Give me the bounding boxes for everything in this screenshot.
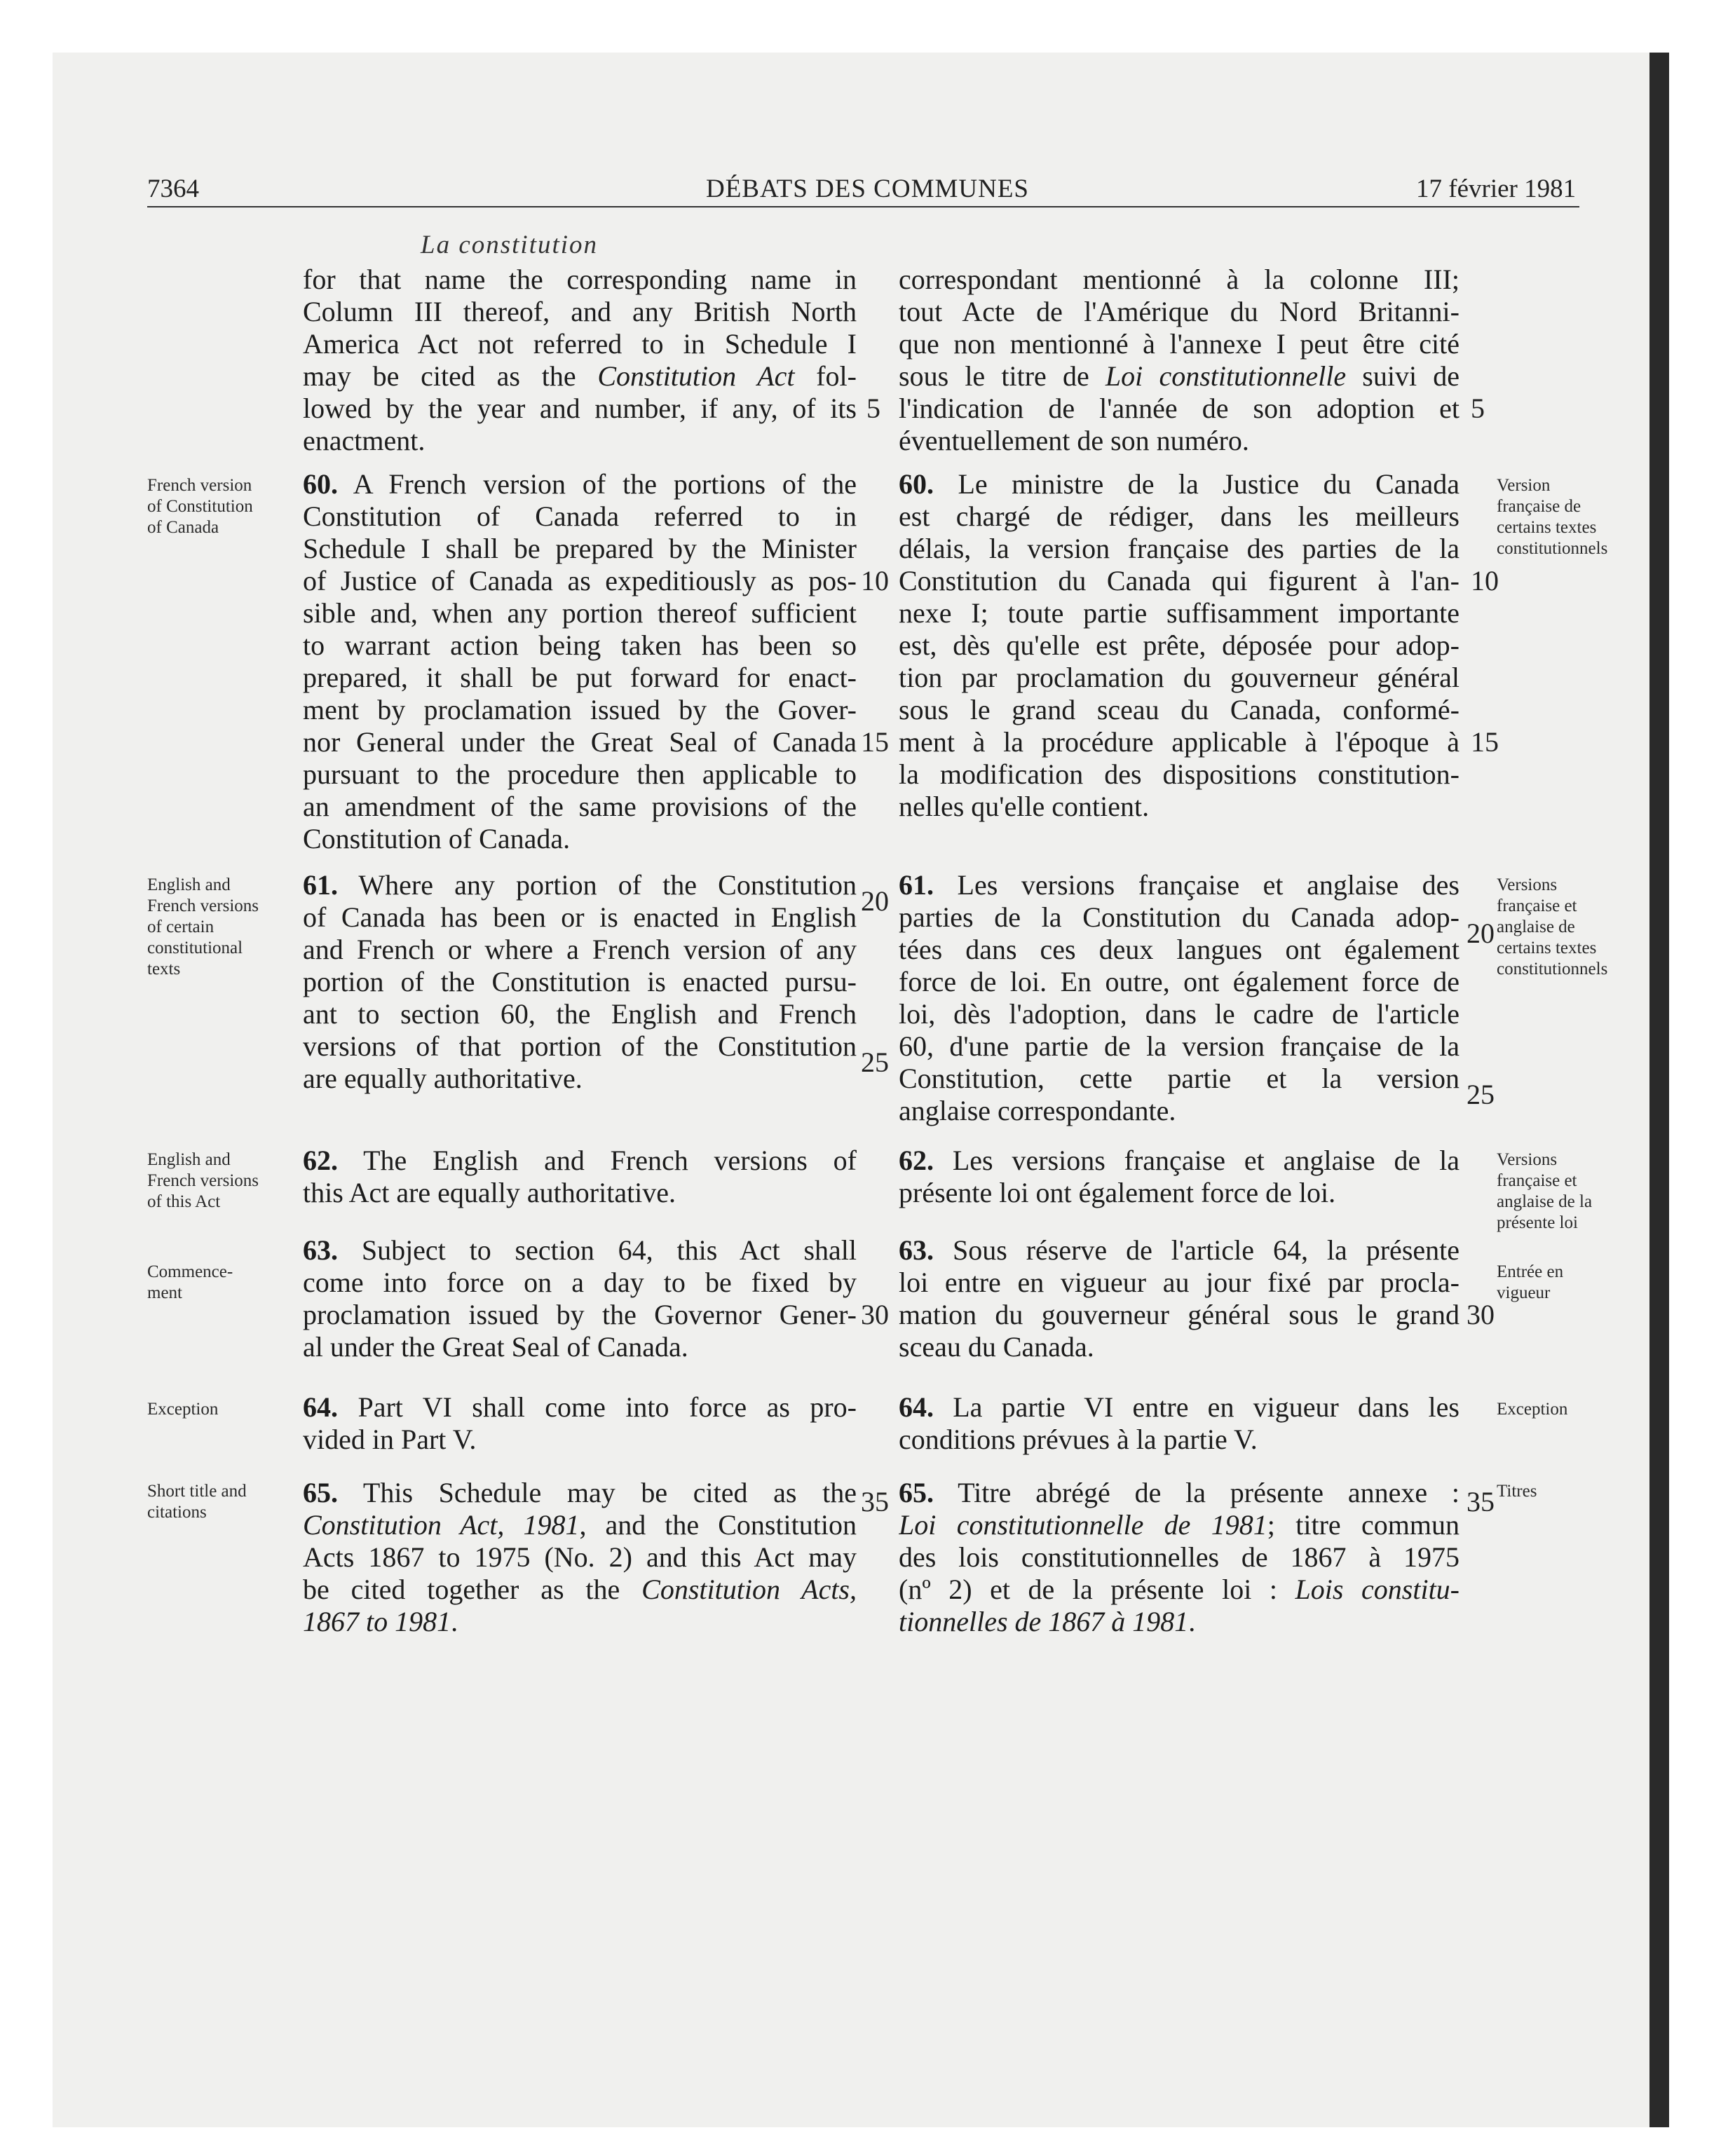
s60-fr-line: délais, la version française des parties de la <box>899 533 1460 564</box>
line-number-right: 15 <box>1471 726 1499 758</box>
section-number: 64. <box>899 1391 934 1423</box>
s61-fr-line: force de loi. En outre, ont également force de <box>899 966 1460 997</box>
section-number: 63. <box>303 1234 338 1266</box>
text: , and the Constitution <box>579 1509 857 1541</box>
margin-line: French versions <box>147 896 259 915</box>
s64-en-line <box>303 1391 857 1424</box>
margin-line: Entrée en <box>1497 1262 1564 1281</box>
s61-en-line: versions of that portion of the Constitution <box>303 1030 857 1062</box>
intro-fr-line: que non mentionné à l'annexe I peut être cité <box>899 328 1460 360</box>
s60-en-line: Constitution of Canada. <box>303 823 571 854</box>
margin-note-en <box>147 1399 287 1420</box>
s62-en-line: this Act are equally authoritative. <box>303 1177 676 1208</box>
line-number-left: 5 <box>866 393 880 424</box>
line-number-right: 20 <box>1467 917 1495 949</box>
s65-en-line: Acts 1867 to 1975 (No. 2) and this Act may <box>303 1541 857 1573</box>
s60-en-line: Schedule I shall be prepared by the Minister <box>303 533 857 564</box>
line-number-left: 35 <box>861 1486 889 1517</box>
section-number: 62. <box>303 1145 338 1176</box>
intro-en-line: America Act not referred to in Schedule I <box>303 328 857 360</box>
s61-en-line: portion of the Constitution is enacted pursu- <box>303 966 857 997</box>
margin-note-fr <box>1497 1399 1637 1420</box>
publication-date: 17 février 1981 <box>1416 175 1577 203</box>
section-number: 60. <box>303 468 338 500</box>
s63-en-line: come into force on a day to be fixed by <box>303 1267 857 1298</box>
intro-en-line: Column III thereof, and any British North <box>303 296 857 327</box>
s60-en-line: sible and, when any portion thereof sufficient <box>303 597 857 629</box>
s61-en-line: of Canada has been or is enacted in English <box>303 901 857 933</box>
section-number: 62. <box>899 1145 934 1176</box>
margin-line: présente loi <box>1497 1213 1578 1232</box>
s63-fr-line: loi entre en vigueur au jour fixé par procla- <box>899 1267 1460 1298</box>
margin-line: constitutionnels <box>1497 539 1608 558</box>
header-rule <box>147 206 1579 207</box>
italic-title: Lois constitu- <box>1295 1574 1460 1605</box>
margin-line: anglaise de la <box>1497 1192 1593 1211</box>
italic-title: tionnelles de 1867 à 1981 <box>899 1606 1189 1637</box>
margin-line: Version <box>1497 476 1551 495</box>
text: Le ministre de la Justice du Canada <box>934 468 1460 500</box>
s61-fr-line: 60, d'une partie de la version française de la <box>899 1030 1460 1062</box>
running-head: La constitution <box>421 231 599 259</box>
intro-en-line: enactment. <box>303 425 426 456</box>
s63-en-line: al under the Great Seal of Canada. <box>303 1331 688 1363</box>
intro-fr-line <box>899 360 1460 393</box>
s61-fr-line: anglaise correspondante. <box>899 1095 1176 1126</box>
s60-fr-line: est, dès qu'elle est prête, déposée pour adop- <box>899 629 1460 661</box>
text: Titre abrégé de la présente annexe : <box>934 1477 1460 1508</box>
s60-fr-line: nelles qu'elle contient. <box>899 791 1150 822</box>
s61-fr-line: tées dans ces deux langues ont également <box>899 934 1460 965</box>
section-number: 61. <box>899 869 934 901</box>
margin-note-en <box>147 1262 287 1304</box>
section-number: 63. <box>899 1234 934 1266</box>
text: Les versions française et anglaise de la <box>934 1145 1460 1176</box>
publication-title: DÉBATS DES COMMUNES <box>705 175 1029 203</box>
italic-title: Loi constitutionnelle <box>1105 360 1347 392</box>
s65-fr-line <box>899 1509 1460 1541</box>
s60-fr-line: est chargé de rédiger, dans les meilleurs <box>899 500 1460 532</box>
s64-en-line: vided in Part V. <box>303 1424 477 1455</box>
margin-line: Versions <box>1497 875 1558 894</box>
line-number-left: 25 <box>861 1046 889 1078</box>
section-number: 64. <box>303 1391 338 1423</box>
s60-fr-line: la modification des dispositions constitution- <box>899 758 1460 790</box>
text: suivi de <box>1346 360 1460 392</box>
margin-line: Exception <box>1497 1400 1568 1419</box>
margin-line: French version <box>147 476 252 495</box>
margin-note-en <box>147 1481 287 1523</box>
margin-line: constitutionnels <box>1497 960 1608 978</box>
margin-line: texts <box>147 960 181 978</box>
s60-en-line: pursuant to the procedure then applicable to <box>303 758 857 790</box>
italic-title: Loi constitutionnelle de 1981 <box>899 1509 1267 1541</box>
line-number-right: 5 <box>1471 393 1485 424</box>
section-number: 65. <box>899 1477 934 1508</box>
line-number-left: 15 <box>861 726 889 758</box>
italic-title: Constitution Acts, <box>641 1574 857 1605</box>
text: . <box>1188 1606 1196 1637</box>
s65-en-line <box>303 1574 857 1606</box>
margin-note-en <box>147 875 287 980</box>
text: La partie VI entre en vigueur dans les <box>934 1391 1460 1423</box>
line-number-left: 20 <box>861 885 889 917</box>
s64-fr-line: conditions prévues à la partie V. <box>899 1424 1258 1455</box>
s60-en-line <box>303 468 857 500</box>
text: This Schedule may be cited as the <box>338 1477 857 1508</box>
line-number-right: 30 <box>1467 1299 1495 1330</box>
s60-en-line: an amendment of the same provisions of the <box>303 791 857 822</box>
margin-line: citations <box>147 1503 207 1522</box>
margin-note-en <box>147 1149 287 1213</box>
margin-note-fr <box>1497 1262 1637 1304</box>
s65-en-line <box>303 1606 857 1638</box>
margin-line: English and <box>147 875 231 894</box>
intro-fr-line: correspondant mentionné à la colonne III; <box>899 264 1460 295</box>
text: Subject to section 64, this Act shall <box>338 1234 857 1266</box>
section-number: 60. <box>899 468 934 500</box>
margin-line: French versions <box>147 1171 259 1190</box>
intro-en-line: for that name the corresponding name in <box>303 264 857 295</box>
s60-en-line: of Justice of Canada as expeditiously as pos- <box>303 565 857 596</box>
line-number-left: 10 <box>861 565 889 596</box>
s65-en-line <box>303 1477 857 1509</box>
s60-fr-line: tion par proclamation du gouverneur général <box>899 662 1460 693</box>
s60-fr-line: Constitution du Canada qui figurent à l'an- <box>899 565 1460 596</box>
s61-en-line: ant to section 60, the English and French <box>303 998 857 1030</box>
s60-fr-line: ment à la procédure applicable à l'époque à <box>899 726 1460 758</box>
margin-line: constitutional <box>147 939 243 957</box>
s61-fr-line: Constitution, cette partie et la version <box>899 1063 1460 1094</box>
intro-fr-line: tout Acte de l'Amérique du Nord Britanni- <box>899 296 1460 327</box>
text: The English and French versions of <box>338 1145 857 1176</box>
margin-line: française de <box>1497 497 1581 516</box>
section-number: 65. <box>303 1477 338 1508</box>
text: . <box>451 1606 458 1637</box>
s60-en-line: prepared, it shall be put forward for enact- <box>303 662 857 693</box>
margin-line: Short title and <box>147 1482 247 1501</box>
text: be cited together as the <box>303 1574 642 1605</box>
margin-line: française et <box>1497 896 1577 915</box>
line-number-right: 10 <box>1471 565 1499 596</box>
text: may be cited as the <box>303 360 598 392</box>
margin-line: Exception <box>147 1400 219 1419</box>
s60-en-line: Constitution of Canada referred to in <box>303 500 857 532</box>
margin-note-fr <box>1497 475 1637 559</box>
s60-en-line: nor General under the Great Seal of Canada <box>303 726 857 758</box>
section-number: 61. <box>303 869 338 901</box>
s62-fr-line: présente loi ont également force de loi. <box>899 1177 1336 1208</box>
margin-line: of certain <box>147 917 215 936</box>
line-number-right: 25 <box>1467 1079 1495 1110</box>
margin-line: anglaise de <box>1497 917 1575 936</box>
margin-line: English and <box>147 1150 231 1169</box>
s60-fr-line: nexe I; toute partie suffisamment importante <box>899 597 1460 629</box>
margin-line: certains textes <box>1497 518 1597 537</box>
italic-title: 1867 to 1981 <box>303 1606 451 1637</box>
margin-line: Commence- <box>147 1262 233 1281</box>
margin-note-fr <box>1497 875 1637 980</box>
s60-en-line: to warrant action being taken has been so <box>303 629 857 661</box>
margin-note-fr <box>1497 1481 1637 1502</box>
text: Part VI shall come into force as pro- <box>338 1391 857 1423</box>
line-number-left: 30 <box>861 1299 889 1330</box>
intro-en-line <box>303 360 857 393</box>
margin-line: of this Act <box>147 1192 221 1211</box>
text: fol- <box>794 360 857 392</box>
text: A French version of the portions of the <box>338 468 857 500</box>
s60-fr-line <box>899 468 1460 500</box>
line-number-right: 35 <box>1467 1486 1495 1517</box>
s65-fr-line: des lois constitutionnelles de 1867 à 1975 <box>899 1541 1460 1573</box>
s63-fr-line: sceau du Canada. <box>899 1331 1094 1363</box>
text: sous le titre de <box>899 360 1105 392</box>
margin-line: certains textes <box>1497 939 1597 957</box>
margin-line: ment <box>147 1283 182 1302</box>
page-number: 7364 <box>147 175 199 203</box>
text: (nº 2) et de la présente loi : <box>899 1574 1295 1605</box>
s65-fr-line <box>899 1574 1460 1606</box>
margin-line: vigueur <box>1497 1283 1551 1302</box>
intro-fr-line: éventuellement de son numéro. <box>899 425 1249 456</box>
s61-en-line: are equally authoritative. <box>303 1063 583 1094</box>
margin-note-en <box>147 475 287 538</box>
scan-edge <box>1649 53 1669 2127</box>
text: Where any portion of the Constitution <box>338 869 857 901</box>
s61-en-line: and French or where a French version of any <box>303 934 857 965</box>
s62-fr-line <box>899 1145 1460 1177</box>
s60-en-line: ment by proclamation issued by the Gover- <box>303 694 857 725</box>
s63-en-line: proclamation issued by the Governor Gener- <box>303 1299 857 1330</box>
text: Les versions française et anglaise des <box>934 869 1460 901</box>
margin-line: française et <box>1497 1171 1577 1190</box>
s61-fr-line: loi, dès l'adoption, dans le cadre de l'article <box>899 998 1460 1030</box>
s64-fr-line <box>899 1391 1460 1424</box>
italic-title: Constitution Act <box>597 360 795 392</box>
s63-fr-line: mation du gouverneur général sous le grand <box>899 1299 1460 1330</box>
s61-fr-line: parties de la Constitution du Canada adop- <box>899 901 1460 933</box>
margin-line: of Canada <box>147 518 219 537</box>
margin-line: Titres <box>1497 1482 1537 1501</box>
s63-fr-line <box>899 1234 1460 1267</box>
margin-line: of Constitution <box>147 497 253 516</box>
s61-en-line <box>303 869 857 901</box>
italic-title: Constitution Act, 1981 <box>303 1509 580 1541</box>
intro-en-line: lowed by the year and number, if any, of its <box>303 393 857 424</box>
s62-en-line <box>303 1145 857 1177</box>
s65-fr-line <box>899 1606 1460 1638</box>
text: ; titre commun <box>1267 1509 1460 1541</box>
s65-fr-line <box>899 1477 1460 1509</box>
margin-note-fr <box>1497 1149 1637 1234</box>
s65-en-line <box>303 1509 857 1541</box>
margin-line: Versions <box>1497 1150 1558 1169</box>
s60-fr-line: sous le grand sceau du Canada, conformé- <box>899 694 1460 725</box>
s63-en-line <box>303 1234 857 1267</box>
s61-fr-line <box>899 869 1460 901</box>
text: Sous réserve de l'article 64, la présente <box>934 1234 1460 1266</box>
intro-fr-line: l'indication de l'année de son adoption et <box>899 393 1460 424</box>
